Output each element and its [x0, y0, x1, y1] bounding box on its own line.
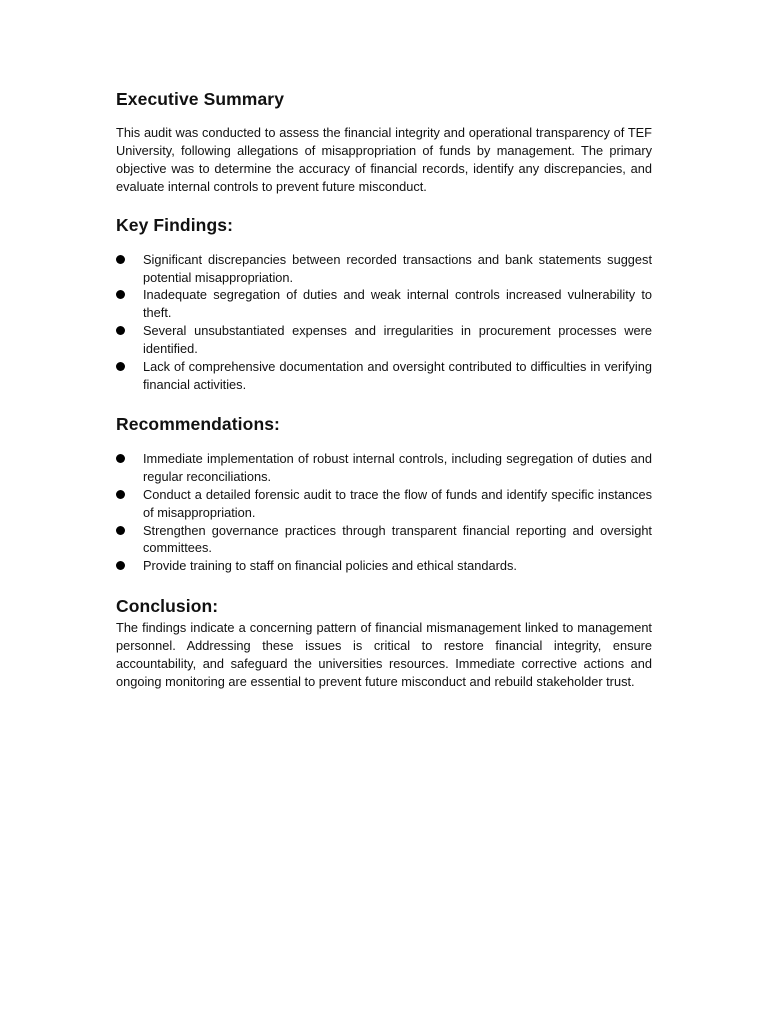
list-item — [116, 522, 652, 558]
list-item-text: Several unsubstantiated expenses and irregularities in procurement processes were identified. — [143, 323, 652, 357]
conclusion-text: The findings indicate a concerning pattern of financial mismanagement linked to management personnel. Addressing these issues is critical to restore financial integrity, ensure accountability, and safeguard the universities resources. Immediate corrective actions and ongoing monitoring are essential to prevent future misconduct and rebuild stakeholder trust. — [116, 620, 652, 689]
bullet-icon — [116, 526, 125, 535]
list-item — [116, 358, 652, 394]
list-item-text: Inadequate segregation of duties and weak internal controls increased vulnerability to theft. — [143, 287, 652, 321]
list-item — [116, 322, 652, 358]
conclusion-heading: Conclusion: — [116, 596, 219, 617]
list-item-text: Strengthen governance practices through transparent financial reporting and oversight committees. — [143, 522, 652, 556]
list-item-text: Immediate implementation of robust internal controls, including segregation of duties and regular reconciliations. — [143, 450, 652, 484]
list-item-text: Conduct a detailed forensic audit to trace the flow of funds and identify specific instances of misappropriation. — [143, 486, 652, 520]
list-item — [116, 251, 652, 287]
bullet-icon — [116, 362, 125, 371]
executive-summary-text: This audit was conducted to assess the financial integrity and operational transparency of TEF University, following allegations of misappropriation of funds by management. The primary objective was to determine the accuracy of financial records, identify any discrepancies, and evaluate internal controls to prevent future misconduct. — [116, 125, 652, 194]
list-item-text: Lack of comprehensive documentation and oversight contributed to difficulties in verifying financial activities. — [143, 359, 652, 392]
list-item — [116, 286, 652, 322]
executive-summary-heading: Executive Summary — [116, 89, 285, 109]
bullet-icon — [116, 454, 125, 463]
bullet-icon — [116, 290, 125, 299]
bullet-icon — [116, 561, 125, 570]
list-item-text: Significant discrepancies between recorded transactions and bank statements suggest potential misappropriation. — [143, 251, 652, 285]
document-page — [116, 86, 652, 691]
list-item-text: Provide training to staff on financial policies and ethical standards. — [143, 558, 517, 574]
bullet-icon — [116, 326, 125, 335]
recommendations-list — [116, 450, 652, 575]
key-findings-list — [116, 251, 652, 394]
list-item — [116, 557, 652, 575]
list-item — [116, 450, 652, 486]
recommendations-heading: Recommendations: — [116, 413, 280, 434]
key-findings-heading: Key Findings: — [116, 214, 233, 235]
list-item — [116, 486, 652, 522]
bullet-icon — [116, 490, 125, 499]
bullet-icon — [116, 255, 125, 264]
